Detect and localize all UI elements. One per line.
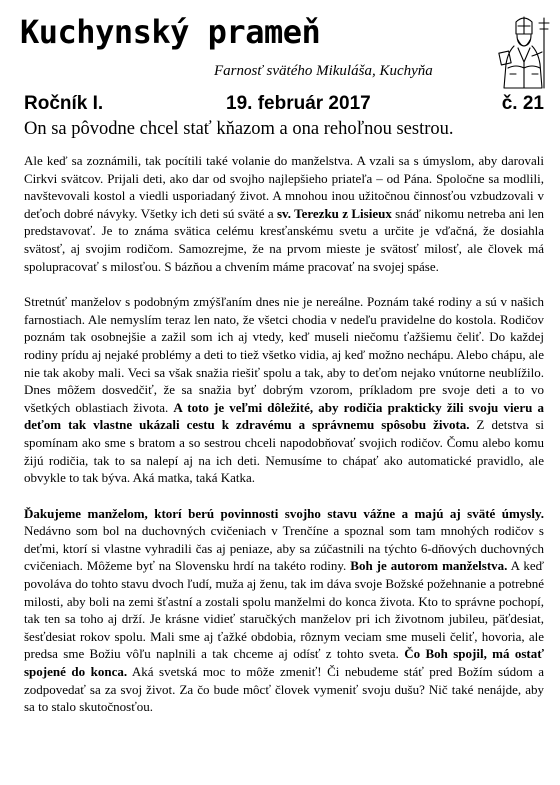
bold-text-run: sv. Terezku z Lisieux [276, 205, 392, 221]
bold-text-run: Ďakujeme manželom, ktorí berú povinnosti svojho stavu vážne a majú aj sväté úmysly. [24, 505, 544, 521]
issue-number: č. 21 [501, 93, 544, 114]
article-paragraph [24, 152, 544, 275]
masthead-subtitle: Farnosť svätého Mikuláša, Kuchyňa [214, 63, 433, 79]
masthead-title: Kuchynský prameň [20, 13, 321, 51]
text-run: Z detstva si spomínam ako sme s bratom a so sestrou chceli napodobňovať svojich rodičov. Čomu alebo komu žijú rodičia, tak to sa nalepí aj na ich deti. Nemusíme to chápať ako automatické pravidlo, ale obvykle to tak býva. Aká matka, taká Katka. [24, 417, 544, 486]
text-run: Ale keď sa zoznámili, tak pocítili také volanie do manželstva. A vzali sa s úmyslom, aby darovali Cirkvi svätcov. Prijali deti, ako dar od svojho najlepšieho priateľa – od Pána. Spoločne sa modlili, navštevovali kostol a viedli usporiadaný život. A mnohou inou užitočnou činnosťou vzbudzovali v deťoch dobré návyky. Všetky ich deti sú sväté a [24, 153, 544, 221]
bold-text-run: Čo Boh spojil, má ostať spojené do konca. [24, 646, 545, 680]
issue-date: 19. február 2017 [226, 93, 371, 114]
article-paragraph [24, 505, 544, 716]
text-run: Stretnúť manželov s podobným zmýšľaním dnes nie je nereálne. Poznám také rodiny a sú v našich farnostiach. Ale nemyslím teraz len nato, že všetci chodia v nedeľu pravidelne do kostola. Rodičov poznám tak osobnejšie a zažil som ich aj vtedy, keď museli niečomu ťažšiemu čeliť. Do každej rodiny prídu aj nejaké problémy a deti to tiež všetko vidia, aj keď možno nechápu. Alebo chápu, ale nie tak akoby mali. Veci sa však snažia riešiť spolu a tak, aby to deťom nejako vnútorne neublížilo. Dnes môžem dosvedčiť, že sa snažia byť dobrým vzorom, príkladom pre svoje deti a to vo všetkých oblastiach života. [24, 294, 544, 415]
text-run: A keď povoláva do tohto stavu dvoch ľudí, muža aj ženu, tak im dáva svoje Božské požehnanie a potrebné milosti, aby boli na zemi šťastní a zostali spolu manželmi do konca života. Kto to správne pochopí, tak ten sa toho aj drží. Je krásne vidieť staručkých manželov pri ich životnom jubileu, päťdesiat, šesťdesiat rokov spolu. Mali sme aj ťažké obdobia, rôznym veciam sme museli čeliť, hovoria, ale predsa sme Božiu vôľu naplnili a tak chceme aj odísť z tohto sveta. [24, 558, 544, 662]
saint-nicholas-emblem [494, 12, 554, 90]
text-run: Nedávno som bol na duchovných cvičeniach v Trenčíne a spoznal som tam mnohých rodičov s deťmi, ktorí si vlastne vyhradili čas aj peniaze, aby sa zúčastnili na týchto 6-dňových duchovných cvičeniach. Môžeme byť na Slovensku hrdí na takéto rodiny. [24, 523, 544, 574]
text-run: Aká svetská moc to môže zmeniť! Či nebudeme stáť pred Božím súdom a zodpovedať sa za svoj život. Za čo bude môcť človek vymeniť svoju dušu? Nič také nenájde, aby sa to stalo skutočnosťou. [24, 664, 544, 715]
article-body [24, 152, 544, 734]
text-run: snáď nikomu netreba ani len predstavovať. Je to známa svätica celému kresťanskému svetu a určite je vďačná, že dosiahla svätosť, aj svojim rodičom. Samozrejme, že na prvom mieste je svätosť milosť, ale človek má spolupracovať s milosťou. S bázňou a chvením máme pracovať na svojej spáse. [24, 205, 544, 274]
volume-label: Ročník I. [24, 93, 104, 114]
article-paragraph [24, 293, 544, 487]
article-headline: On sa pôvodne chcel stať kňazom a ona rehoľnou sestrou. [24, 119, 454, 139]
bold-text-run: Boh je autorom manželstva. [350, 558, 508, 574]
issue-info-bar [24, 92, 544, 116]
bold-text-run: A toto je veľmi dôležité, aby rodičia prakticky žili svoju vieru a deťom tak vlastne ukázali cestu k zdravému a správnemu spôsobu života. [24, 399, 544, 433]
